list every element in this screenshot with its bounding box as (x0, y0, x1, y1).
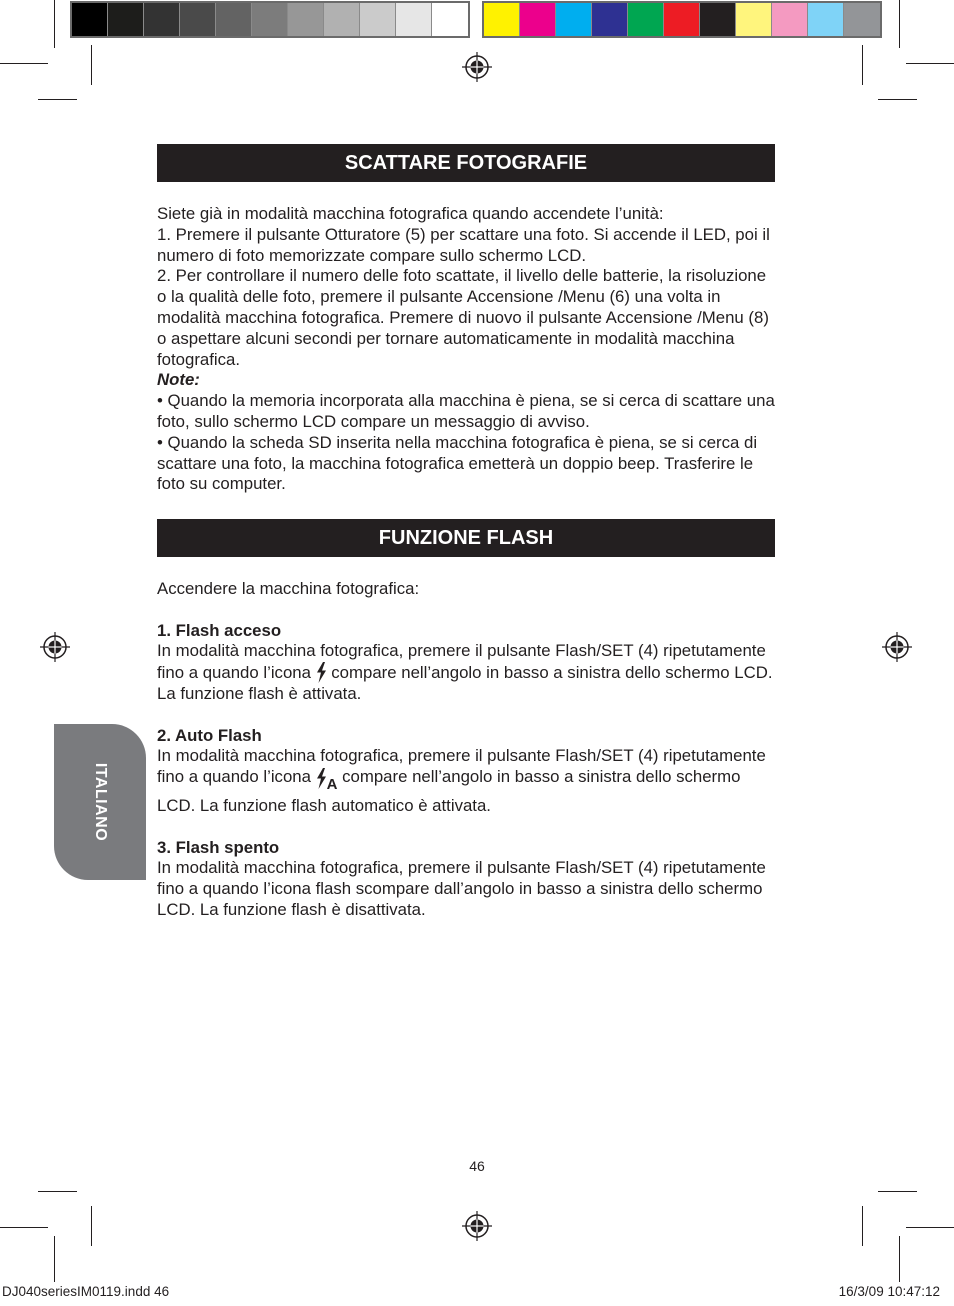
color-swatch (288, 3, 324, 36)
color-swatch (180, 3, 216, 36)
paragraph-step-1: 1. Premere il pulsante Otturatore (5) per scattare una foto. Si accende il LED, poi il numero di foto memorizzate compare sullo schermo LCD. (157, 224, 770, 265)
slug-filename: DJ040seriesIM0119.indd 46 (2, 1284, 170, 1299)
crop-mark (899, 0, 900, 48)
language-tab-label: ITALIANO (92, 762, 109, 842)
color-swatch (520, 3, 556, 36)
process-color-bar (482, 1, 882, 38)
crop-mark (91, 1206, 92, 1246)
crop-mark (38, 1191, 77, 1192)
crop-mark (0, 1227, 48, 1228)
color-swatch (664, 3, 700, 36)
registration-mark-icon (462, 52, 492, 82)
crop-mark (878, 99, 917, 100)
section-heading-scattare-fotografie: SCATTARE FOTOGRAFIE (157, 144, 775, 182)
subheading-flash-acceso: 1. Flash acceso (157, 620, 282, 640)
flash-icon (316, 662, 327, 683)
flash-icon (316, 768, 327, 789)
section-body-funzione-flash (157, 579, 777, 921)
paragraph-flash-acceso: In modalità macchina fotografica, premere il pulsante Flash/SET (4) ripetutamente fino a quando l’icona compare nell’angolo in basso a sinistra dello schermo LCD. La funzione flash è attivata. (157, 641, 773, 703)
color-swatch (592, 3, 628, 36)
color-swatch (432, 3, 468, 36)
color-swatch (108, 3, 144, 36)
page-number: 46 (469, 1158, 485, 1174)
paragraph-note-2: • Quando la scheda SD inserita nella macchina fotografica è piena, se si cerca di scattare una foto, la macchina fotografica emetterà un doppio beep. Trasferire le foto su computer. (157, 432, 758, 494)
paragraph-flash-spento: In modalità macchina fotografica, premere il pulsante Flash/SET (4) ripetutamente fino a quando l’icona flash scompare dall’angolo in basso a sinistra dello schermo LCD. La funzione flash è disattivata. (157, 858, 766, 919)
color-swatch (72, 3, 108, 36)
paragraph-auto-flash: In modalità macchina fotografica, premere il pulsante Flash/SET (4) ripetutamente fino a quando l’icona A compare nell’angolo in basso a sinistra dello schermo LCD. La funzione flash automatico è attivata. (157, 746, 766, 815)
crop-mark (899, 1236, 900, 1282)
color-swatch (252, 3, 288, 36)
crop-mark (862, 1206, 863, 1246)
color-swatch (484, 3, 520, 36)
color-swatch (844, 3, 880, 36)
section-heading-funzione-flash: FUNZIONE FLASH (157, 519, 775, 557)
auto-flash-icon (316, 768, 338, 796)
subheading-auto-flash: 2. Auto Flash (157, 725, 262, 745)
grayscale-color-bar (70, 1, 470, 38)
color-swatch (736, 3, 772, 36)
slug-datetime: 16/3/09 10:47:12 (838, 1284, 940, 1299)
crop-mark (878, 1191, 917, 1192)
color-swatch (772, 3, 808, 36)
note-label: Note: (157, 370, 200, 390)
auto-flash-letter: A (326, 776, 338, 794)
crop-mark (862, 45, 863, 85)
paragraph-note-1: • Quando la memoria incorporata alla macchina è piena, se si cerca di scattare una foto, sullo schermo LCD compare un messaggio di avviso. (157, 391, 775, 431)
color-swatch (700, 3, 736, 36)
paragraph-flash-intro: Accendere la macchina fotografica: (157, 579, 420, 598)
subheading-flash-spento: 3. Flash spento (157, 837, 280, 857)
crop-mark (906, 63, 954, 64)
color-swatch (360, 3, 396, 36)
crop-mark (0, 63, 48, 64)
section-body-scattare-fotografie (157, 204, 777, 495)
color-swatch (216, 3, 252, 36)
language-tab (54, 724, 146, 880)
registration-mark-icon (40, 632, 70, 662)
color-swatch (396, 3, 432, 36)
crop-mark (54, 1236, 55, 1282)
paragraph-step-2: 2. Per controllare il numero delle foto scattate, il livello delle batterie, la risoluzione o la qualità delle foto, premere il pulsante Accensione /Menu (6) una volta in modalità macchina fotografica. Premere di nuovo il pulsante Accensione /Menu (8) o aspettare alcuni secondi per tornare automaticamente in modalità macchina fotografica. (157, 266, 769, 369)
crop-mark (91, 45, 92, 85)
crop-mark (906, 1227, 954, 1228)
color-swatch (324, 3, 360, 36)
color-swatch (808, 3, 844, 36)
registration-mark-icon (462, 1211, 492, 1241)
color-swatch (628, 3, 664, 36)
color-swatch (144, 3, 180, 36)
paragraph-intro: Siete già in modalità macchina fotografica quando accendete l’unità: (157, 204, 664, 223)
crop-mark (38, 99, 77, 100)
color-swatch (556, 3, 592, 36)
registration-mark-icon (882, 632, 912, 662)
crop-mark (54, 0, 55, 48)
